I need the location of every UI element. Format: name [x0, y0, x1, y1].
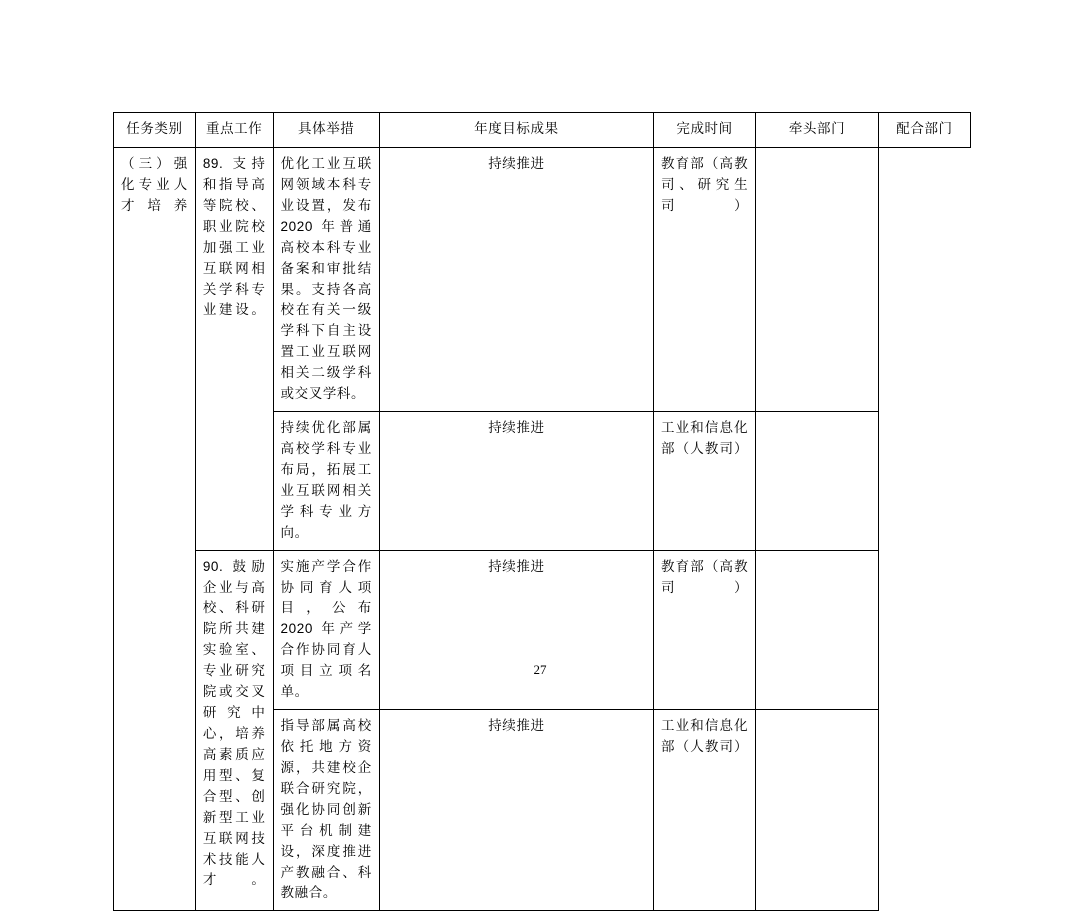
cell-annual-goal: 指导部属高校依托地方资源，共建校企联合研究院，强化协同创新平台机制建设，深度推进产教融合、科教融合。 — [273, 710, 379, 911]
table-body — [114, 148, 971, 911]
table-row — [114, 148, 971, 412]
cell-support-department — [756, 412, 879, 551]
header-task-category: 任务类别 — [114, 113, 196, 148]
cell-support-department — [756, 710, 879, 911]
cell-key-work-90: 90. 鼓励企业与高校、科研院所共建实验室、专业研究院或交叉研究中心，培养高素质应用型、复合型、创新型工业互联网技术技能人才。 — [195, 550, 273, 911]
page-number: 27 — [533, 662, 547, 677]
cell-completion-time: 持续推进 — [379, 412, 653, 551]
header-row — [114, 113, 971, 148]
cell-annual-goal: 实施产学合作协同育人项目，公布 2020 年产学合作协同育人项目立项名单。 — [273, 550, 379, 709]
cell-support-department — [756, 550, 879, 709]
header-specific-measure: 具体举措 — [273, 113, 379, 148]
cell-key-work-89: 89. 支持和指导高等院校、职业院校加强工业互联网相关学科专业建设。 — [195, 148, 273, 551]
header-key-work: 重点工作 — [195, 113, 273, 148]
cell-completion-time: 持续推进 — [379, 148, 653, 412]
task-table-container — [113, 112, 971, 911]
cell-lead-department: 工业和信息化部（人教司） — [653, 412, 755, 551]
cell-support-department — [756, 148, 879, 412]
cell-lead-department: 教育部（高教司） — [653, 550, 755, 709]
cell-completion-time: 持续推进 — [379, 710, 653, 911]
cell-lead-department: 教育部（高教司、研究生司） — [653, 148, 755, 412]
cell-lead-department: 工业和信息化部（人教司） — [653, 710, 755, 911]
cell-task-category: （三）强化专业人才培养 — [114, 148, 196, 911]
header-annual-goal: 年度目标成果 — [379, 113, 653, 148]
header-support-department: 配合部门 — [878, 113, 970, 148]
header-lead-department: 牵头部门 — [756, 113, 879, 148]
cell-annual-goal: 持续优化部属高校学科专业布局，拓展工业互联网相关学科专业方向。 — [273, 412, 379, 551]
cell-completion-time: 持续推进 — [379, 550, 653, 709]
header-completion-time: 完成时间 — [653, 113, 755, 148]
table-row — [114, 550, 971, 709]
cell-annual-goal: 优化工业互联网领域本科专业设置，发布 2020 年普通高校本科专业备案和审批结果。支持各高校在有关一级学科下自主设置工业互联网相关二级学科或交叉学科。 — [273, 148, 379, 412]
task-table — [113, 112, 971, 911]
table-header — [114, 113, 971, 148]
